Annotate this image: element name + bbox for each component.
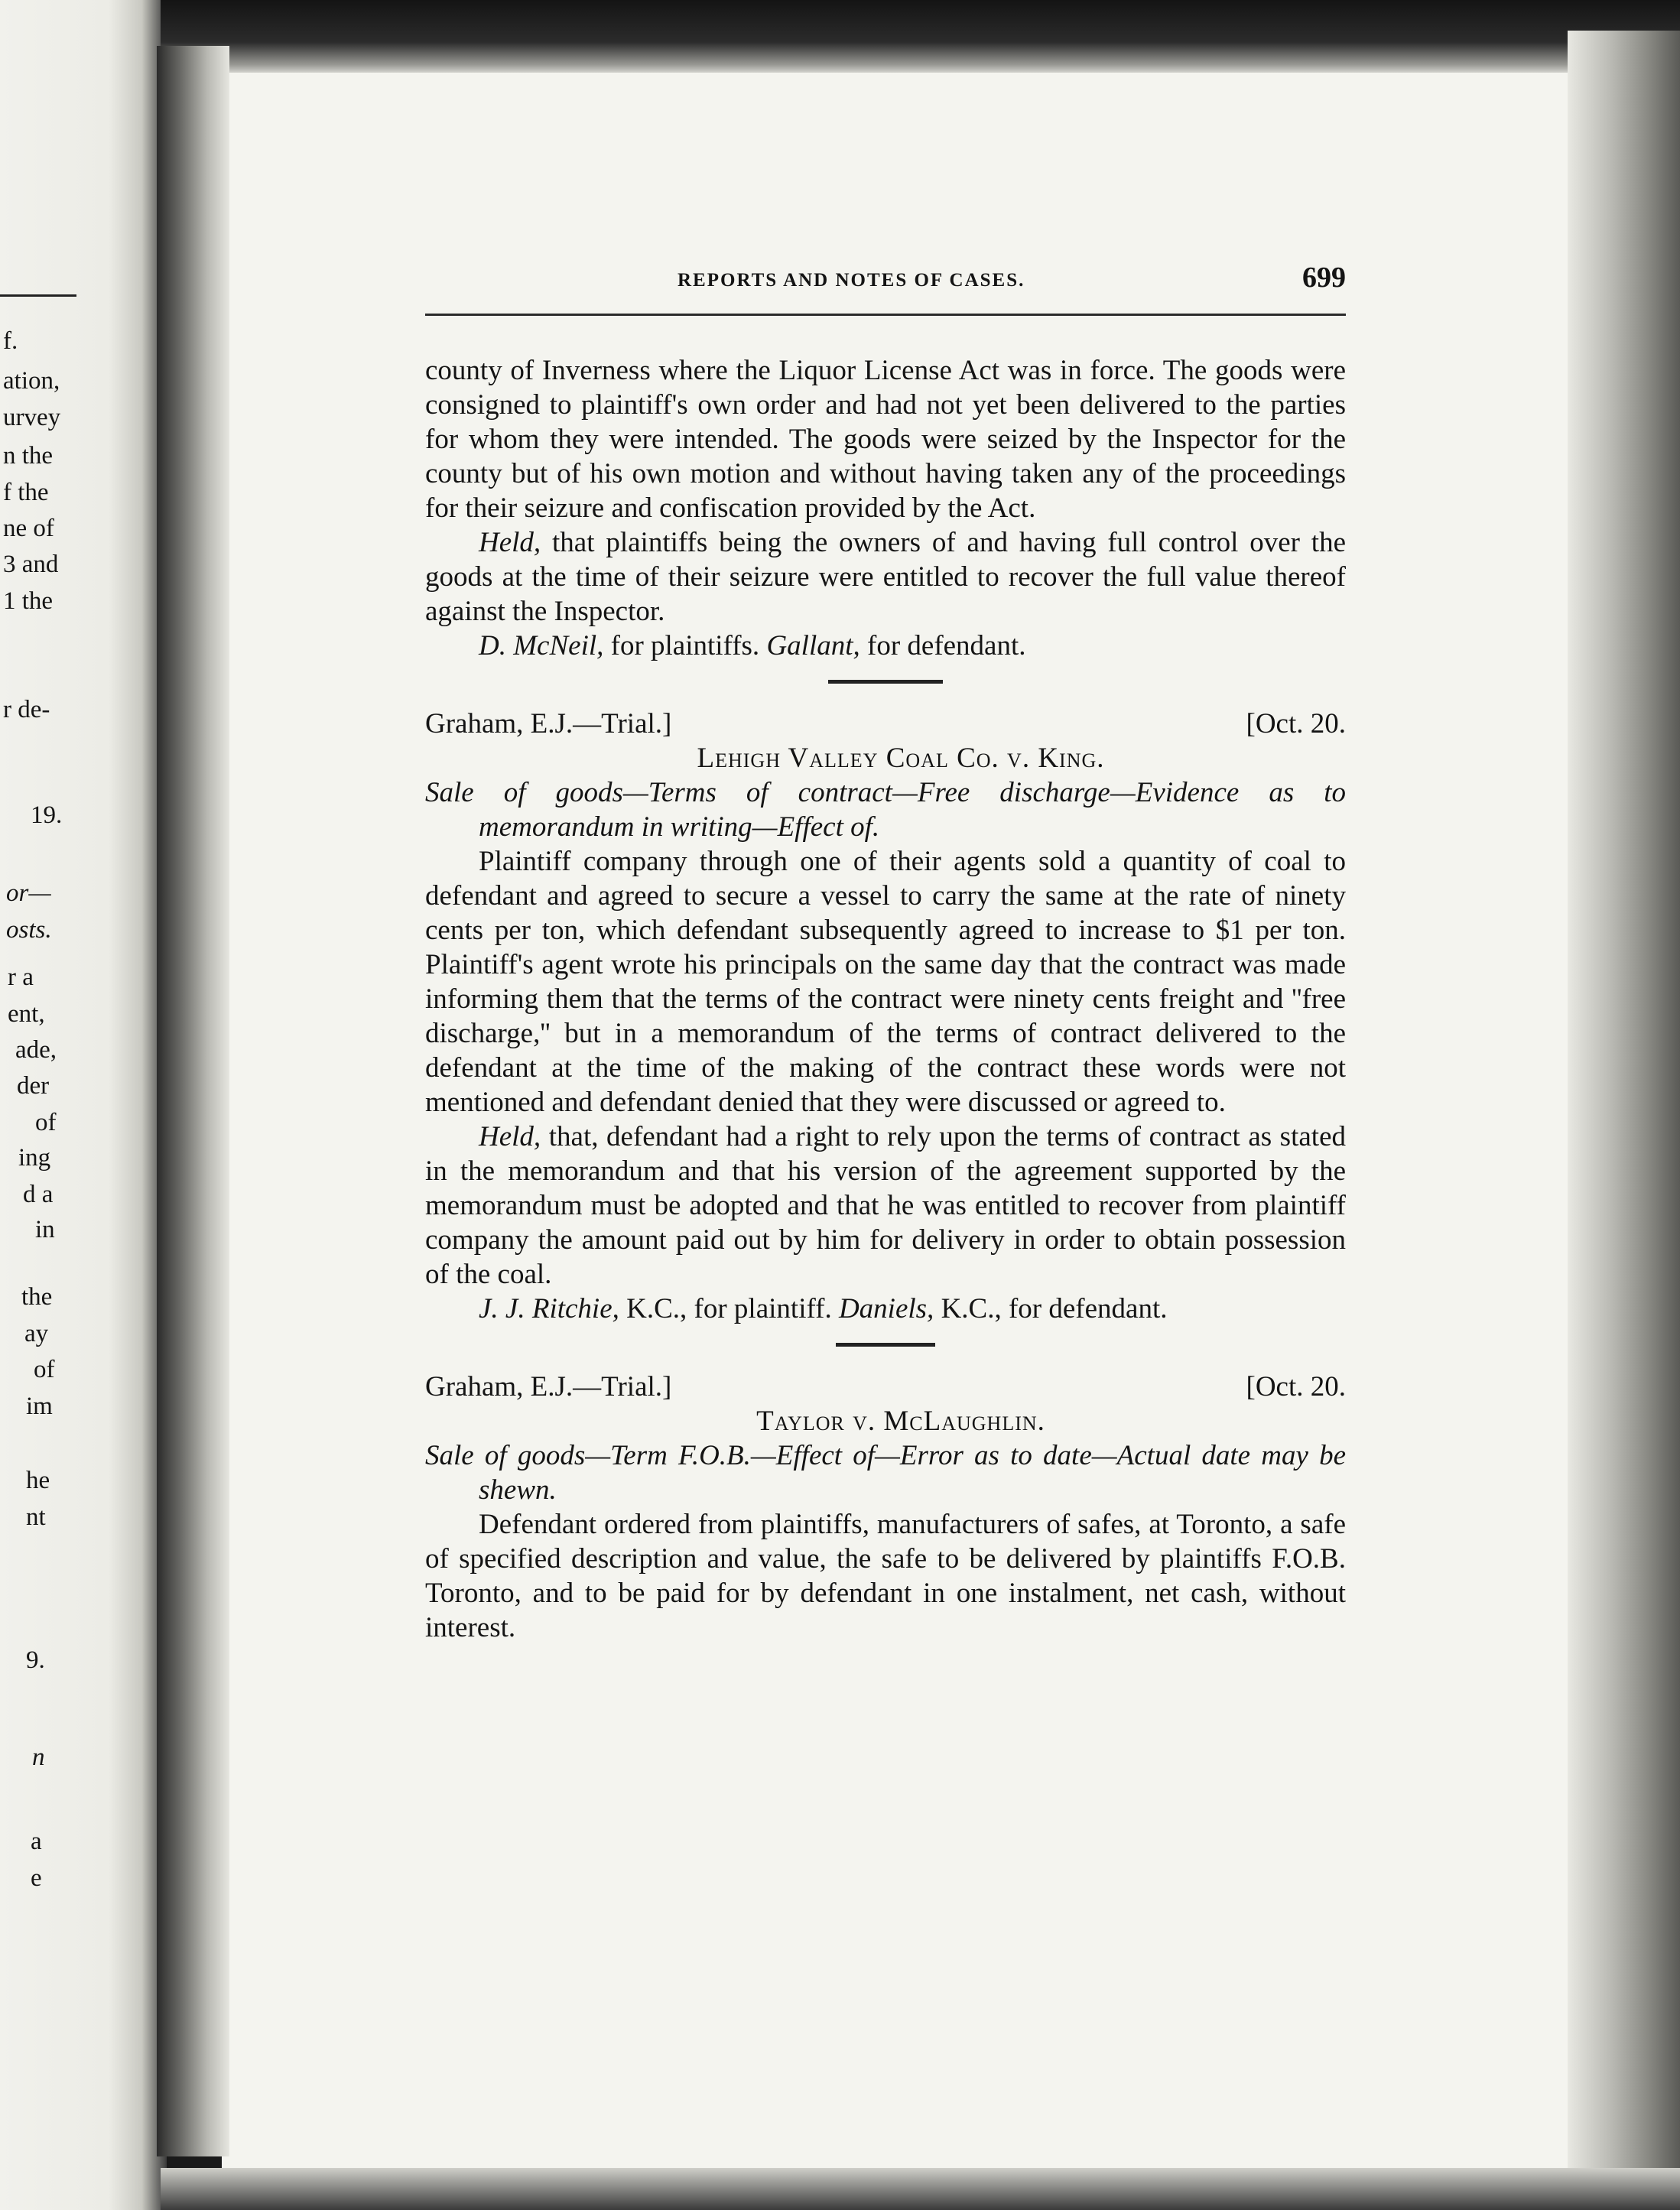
facing-fragment: n the <box>3 442 54 470</box>
case-1-headnote: Sale of goods—Terms of contract—Free discharge—Evidence as to memorandum in writing—Effect of. <box>425 777 1346 843</box>
book-gutter <box>157 46 229 2156</box>
facing-fragment: d a <box>23 1181 54 1208</box>
facing-fragment: f. <box>3 327 18 355</box>
case-1-title: Lehigh Valley Coal Co. v. King. <box>697 743 1105 774</box>
facing-fragment: of <box>34 1356 55 1383</box>
facing-fragment: 19. <box>31 801 63 829</box>
running-head <box>425 262 1346 305</box>
page-edge-shadow <box>1568 31 1680 2210</box>
facing-fragment: 9. <box>26 1646 45 1674</box>
facing-fragment: r a <box>8 964 34 991</box>
held-label: Held, <box>479 527 541 558</box>
case-1-counsel <box>425 1292 1346 1326</box>
case-1-court-line <box>425 707 1346 741</box>
decision-date: [Oct. 20. <box>1246 708 1346 739</box>
counsel-name: Daniels, <box>838 1293 934 1324</box>
decision-date: [Oct. 20. <box>1246 1371 1346 1402</box>
facing-fragment: of <box>35 1109 57 1136</box>
section-divider <box>836 1343 935 1347</box>
main-column <box>425 353 1346 1645</box>
facing-fragment: ne of <box>3 515 54 542</box>
counsel-name: J. J. Ritchie, <box>479 1293 619 1324</box>
running-head-title: REPORTS AND NOTES OF CASES. <box>678 270 1025 291</box>
court-label: Graham, E.J.—Trial.] <box>425 708 672 739</box>
facing-fragment: urvey <box>3 404 61 431</box>
held-label: Held, <box>479 1121 541 1152</box>
facing-fragment: 3 and <box>3 551 59 578</box>
continuation-holding <box>425 525 1346 629</box>
counsel-role: for defendant. <box>859 630 1026 661</box>
case-1-holding <box>425 1120 1346 1292</box>
held-text: that, defendant had a right to rely upon the terms of contract as stated in the memorandum and that his version of the agreement supported by the memorandum must be adopted and that he was entitled to recover from plaintiff company the amount paid out by him for delivery in order to obtain possession of the coal. <box>425 1121 1346 1290</box>
facing-fragment: or— <box>6 879 51 907</box>
header-rule <box>425 314 1346 316</box>
facing-fragment: im <box>26 1393 53 1420</box>
facing-fragment: ent, <box>8 1000 45 1028</box>
page-number: 699 <box>1302 262 1346 294</box>
scan-top-shadow <box>161 0 1680 76</box>
facing-fragment: the <box>21 1283 53 1311</box>
facing-fragment: der <box>17 1072 50 1100</box>
counsel-role: K.C., for plaintiff. <box>619 1293 839 1324</box>
court-label: Graham, E.J.—Trial.] <box>425 1371 672 1402</box>
facing-fragment: he <box>26 1467 50 1494</box>
facing-fragment: e <box>31 1864 42 1892</box>
scan-bottom-shadow <box>161 2168 1680 2210</box>
facing-fragment: nt <box>26 1503 46 1531</box>
case-2-headnote: Sale of goods—Term F.O.B.—Effect of—Error as to date—Actual date may be shewn. <box>425 1440 1346 1506</box>
facing-fragment: osts. <box>6 916 52 944</box>
held-text: that plaintiffs being the owners of and having full control over the goods at the time of their seizure were entitled to recover the full value thereof against the Inspector. <box>425 527 1346 627</box>
case-1-facts: Plaintiff company through one of their agents sold a quantity of coal to defendant and agreed to secure a vessel to carry the same at the rate of ninety cents per ton, which defendant subsequently agreed to increase to $1 per ton. Plaintiff's agent wrote his principals on the same day that the contract was made informing them that the terms of the contract were ninety cents freight and ''free discharge,'' but in a memorandum of the terms of contract delivered to the defendant at the time of the making of the contract these words were not mentioned and defendant denied that they were discussed or agreed to. <box>425 846 1346 1118</box>
counsel-role: K.C., for defendant. <box>934 1293 1168 1324</box>
case-2-title: Taylor v. McLaughlin. <box>756 1406 1045 1437</box>
facing-fragment: 1 the <box>3 587 54 615</box>
continuation-counsel <box>425 629 1346 663</box>
case-2-court-line <box>425 1370 1346 1404</box>
facing-fragment: ade, <box>15 1036 57 1064</box>
counsel-name: Gallant, <box>766 630 860 661</box>
facing-fragment: ay <box>24 1320 49 1347</box>
case-2-facts: Defendant ordered from plaintiffs, manufacturers of safes, at Toronto, a safe of specified description and value, the safe to be delivered by plaintiffs F.O.B. Toronto, and to be paid for by defendant in one instalment, net cash, without interest. <box>425 1509 1346 1643</box>
counsel-role: for plaintiffs. <box>603 630 767 661</box>
facing-fragment: in <box>35 1216 55 1243</box>
facing-fragment: f the <box>3 479 49 506</box>
facing-page-text <box>0 0 157 2210</box>
section-divider <box>828 680 943 684</box>
facing-page-rule <box>0 294 76 297</box>
facing-fragment: ation, <box>3 367 60 395</box>
counsel-name: D. McNeil, <box>479 630 604 661</box>
facing-fragment: r de- <box>3 696 50 723</box>
continuation-paragraph: county of Inverness where the Liquor License Act was in force. The goods were consigned to plaintiff's own order and had not yet been delivered to the parties for whom they were intended. The goods were seized by the Inspector for the county but of his own motion and without having taken any of the proceedings for their seizure and confiscation provided by the Act. <box>425 355 1346 524</box>
facing-fragment: n <box>32 1744 45 1771</box>
facing-fragment: a <box>31 1828 42 1855</box>
facing-fragment: ing <box>18 1144 51 1172</box>
